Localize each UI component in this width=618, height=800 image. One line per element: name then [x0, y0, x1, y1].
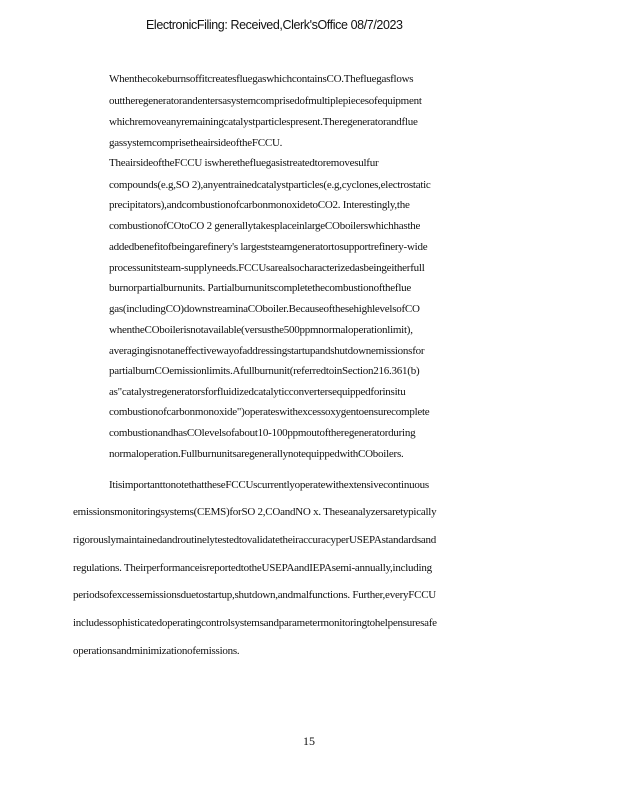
filing-stamp-header: ElectronicFiling: Received,Clerk'sOffice 08/7/2023 [146, 18, 403, 32]
text-line: averagingisnotaneffectivewayofaddressingstartupandshutdownemissionsfor [109, 345, 425, 357]
page-number: 15 [303, 734, 315, 748]
text-line: emissionsmonitoringsystems(CEMS)forSO 2,COandNO x. Theseanalyzersaretypically [73, 506, 437, 518]
text-line: TheairsideoftheFCCU iswherethefluegasistreatedtoremovesulfur [109, 157, 379, 169]
text-line: partialburnCOemissionlimits.Afullburnunit(referredtoinSection216.361(b) [109, 365, 420, 377]
text-line: combustionandhasCOlevelsofabout10-100ppmoutoftheregeneratorduring [109, 427, 416, 439]
text-line: as"catalystregeneratorsforfluidizedcatalyticconvertersequippedforinsitu [109, 386, 406, 398]
text-line: compounds(e.g,SO 2),anyentrainedcatalystparticles(e.g,cyclones,electrostatic [109, 179, 431, 191]
text-line: combustionofcarbonmonoxide")operateswithexcessoxygentoensurecomplete [109, 406, 430, 418]
text-line: regulations. TheirperformanceisreportedtotheUSEPAandIEPAsemi-annually,including [73, 562, 432, 574]
text-line: normaloperation.FullburnunitsaregenerallynotequippedwithCOboilers. [109, 448, 404, 460]
text-line: rigorouslymaintainedandroutinelytestedtovalidatetheiraccuracyperUSEPAstandardsand [73, 534, 437, 546]
text-line: ItisimportanttonotethattheseFCCUscurrentlyoperatewithextensivecontinuous [109, 479, 429, 491]
text-line: whentheCOboilerisnotavailable(versusthe500ppmnormaloperationlimit), [109, 324, 413, 336]
text-line: precipitators),andcombustionofcarbonmonoxidetoCO2. Interestingly,the [109, 199, 410, 211]
text-line: operationsandminimizationofemissions. [73, 645, 240, 657]
text-line: includessophisticatedoperatingcontrolsystemsandparametermonitoringtohelpensuresafe [73, 617, 437, 629]
text-line: gas(includingCO)downstreaminaCOboiler.BecauseofthesehighlevelsofCO [109, 303, 420, 315]
text-line: burnorpartialburnunits. Partialburnunitscompletethecombustionoftheflue [109, 282, 412, 294]
text-line: addedbenefitofbeingarefinery's largeststeamgeneratortosupportrefinery-wide [109, 241, 428, 253]
text-line: WhenthecokeburnsoffitcreatesfluegaswhichcontainsCO.Thefluegasflows [109, 73, 414, 85]
text-line: processunitsteam-supplyneeds.FCCUsarealsocharacterizedasbeingeitherfull [109, 262, 425, 274]
text-line: whichremoveanyremainingcatalystparticlespresent.Theregeneratorandflue [109, 116, 418, 128]
text-line: outtheregeneratorandentersasystemcomprisedofmultiplepiecesofequipment [109, 95, 422, 107]
text-line: combustionofCOtoCO 2 generallytakesplaceinlargeCOboilerswhichhasthe [109, 220, 421, 232]
text-line: gassystemcomprisetheairsideoftheFCCU. [109, 137, 283, 149]
text-line: periodsofexcessemissionsduetostartup,shutdown,andmalfunctions. Further,everyFCCU [73, 589, 436, 601]
